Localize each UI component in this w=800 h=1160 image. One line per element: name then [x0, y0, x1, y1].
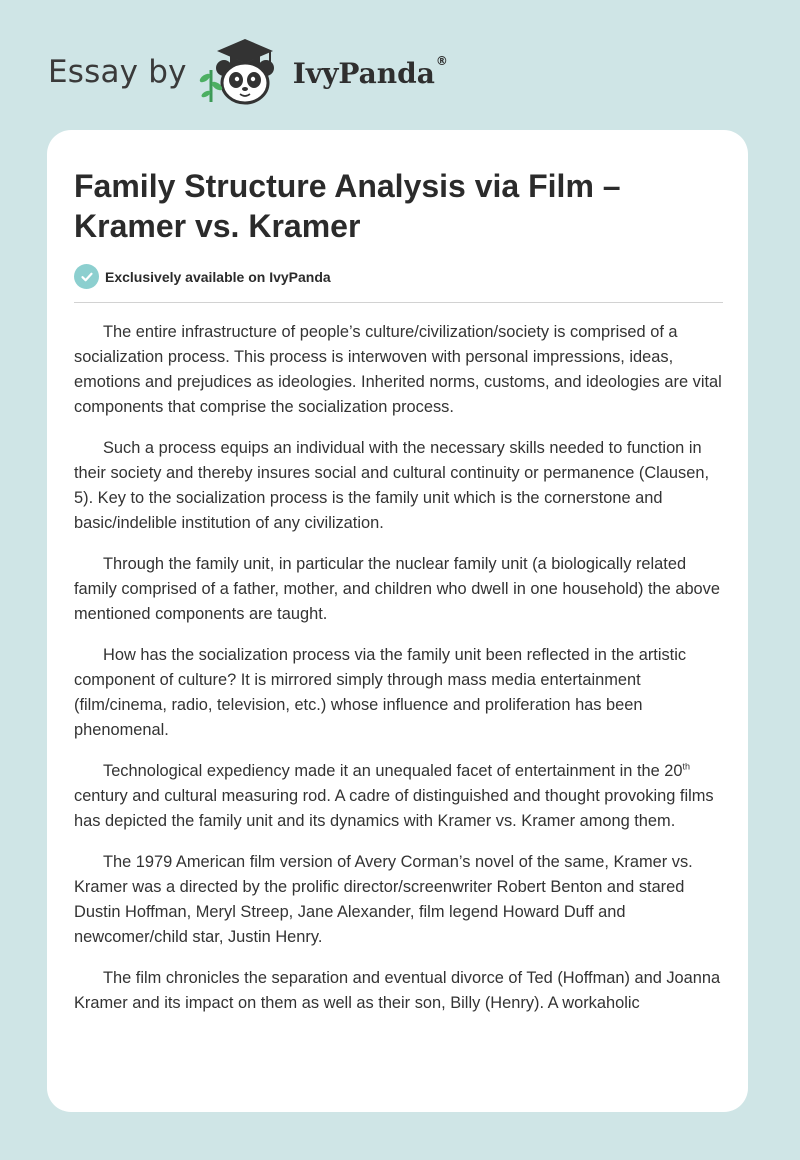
essay-by-label: Essay by [48, 54, 187, 90]
exclusive-badge [74, 264, 331, 289]
paragraph: The entire infrastructure of people’s culture/civilization/society is comprised of a socialization process. This process is interwoven with personal impressions, ideas, emotions and prejudices as ideologies. Inherited norms, customs, and ideologies are vital components that comprise the socialization process. [74, 323, 722, 416]
registered-mark: ® [435, 53, 448, 68]
paragraph: Such a process equips an individual with the necessary skills needed to function in their society and thereby insures social and cultural continuity or permanence (Clausen, 5). Key to the socialization process is the family unit which is the cornerstone and basic/indelible institution of any civilization. [74, 439, 710, 532]
paragraph: The 1979 American film version of Avery Corman’s novel of the same, Kramer vs. Kramer was a directed by the prolific director/screenwriter Robert Benton and stared Dustin Hoffman, Meryl Streep, Jane Alexander, film legend Howard Duff and newcomer/child star, Justin Henry. [74, 853, 693, 946]
paragraph: How has the socialization process via the family unit been reflected in the artistic component of culture? It is mirrored simply through mass media entertainment (film/cinema, radio, television, etc.) whose influence and proliferation has been phenomenal. [74, 646, 687, 739]
site-header [48, 36, 448, 108]
brand-name: IvyPanda® [292, 53, 448, 90]
check-circle-icon [74, 264, 99, 289]
essay-card [47, 130, 748, 1112]
paragraph-text: Technological expediency made it an unequaled facet of entertainment in the 20 [103, 762, 683, 780]
essay-body [74, 320, 724, 1032]
panda-logo-icon [199, 36, 291, 108]
paragraph-text: century and cultural measuring rod. A cadre of distinguished and thought provoking films has depicted the family unit and its dynamics with Kramer vs. Kramer among them. [74, 787, 714, 830]
paragraph [74, 759, 724, 834]
essay-title: Family Structure Analysis via Film – Kramer vs. Kramer [74, 168, 621, 244]
ordinal-suffix: th [682, 761, 691, 772]
paragraph: Through the family unit, in particular the nuclear family unit (a biologically related family comprised of a father, mother, and children who dwell in one household) the above mentioned components are taught. [74, 555, 720, 623]
paragraph: The film chronicles the separation and eventual divorce of Ted (Hoffman) and Joanna Kramer and its impact on them as well as their son, Billy (Henry). A workaholic [74, 969, 721, 1012]
divider [74, 302, 723, 303]
badge-label: Exclusively available on IvyPanda [105, 268, 331, 285]
